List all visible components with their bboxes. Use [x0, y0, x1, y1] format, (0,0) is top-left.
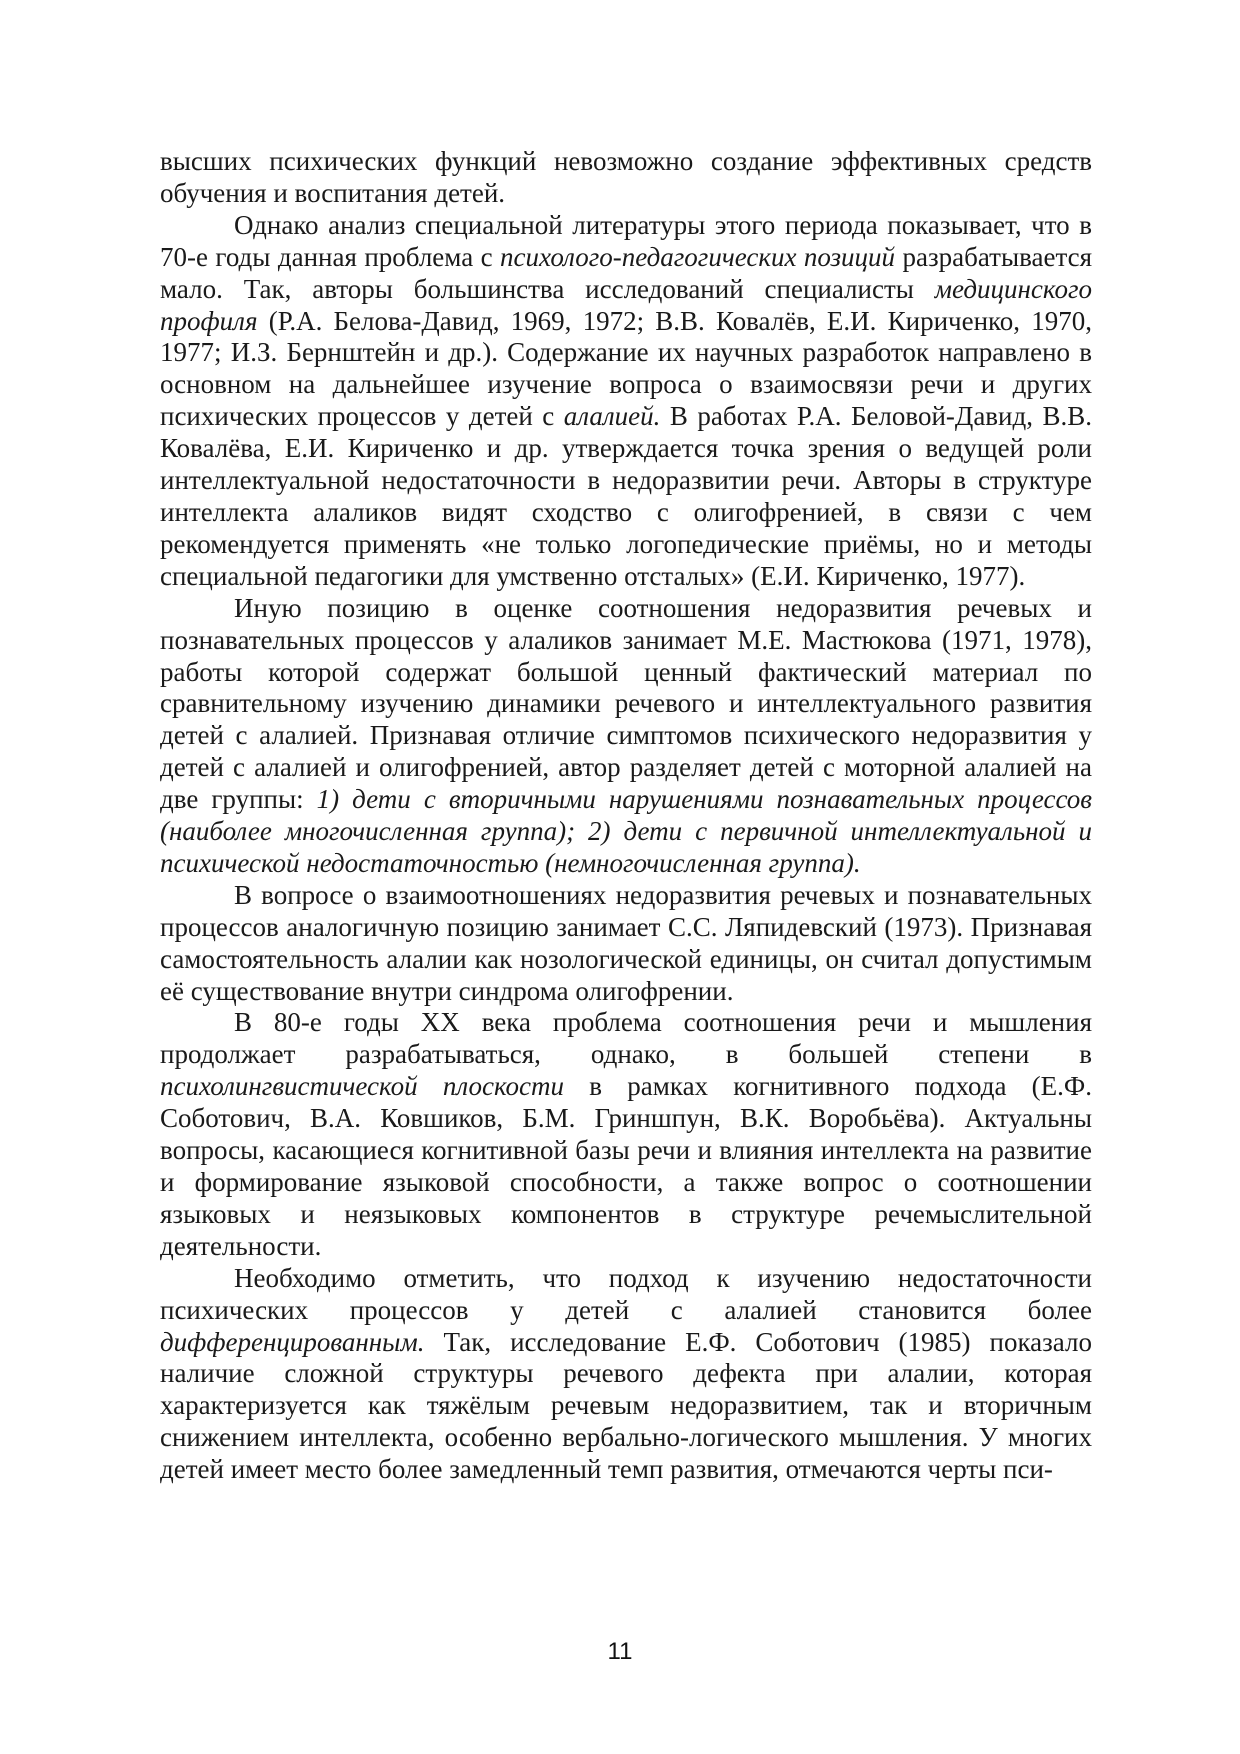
paragraph-segment: В вопросе о взаимоотношениях недоразвития речевых и познавательных процессов аналогичную позицию занимает С.С. Ляпидевский (1973). Признавая самостоятельность алалии как нозологической единицы, он считал допустимым её существование внутри синдрома олигофрении.	[160, 879, 1092, 1006]
paragraph-segment: Необходимо отметить, что подход к изучению недостаточности психических процессов у детей с алалией становится более	[160, 1262, 1092, 1325]
italic-segment: психолингвистической плоскости	[160, 1071, 565, 1102]
paragraph-segment: разрабатывается мало. Так, авторы большинства исследований специалисты	[160, 241, 1092, 304]
paragraph	[160, 1263, 1092, 1486]
paragraph	[160, 593, 1092, 880]
italic-segment: психолого-педагогических позиций	[500, 241, 896, 272]
paragraph-segment: (Р.А. Белова-Давид, 1969, 1972; В.В. Ковалёв, Е.И. Кириченко, 1970, 1977; И.З. Бернштейн и др.). Содержание их научных разработок направлено в основном на дальнейшее изучение вопроса о взаимосвязи речи и других психических процессов у детей с	[160, 305, 1092, 432]
paragraph-segment: в рамках когнитивного подхода (Е.Ф. Соботович, В.А. Ковшиков, Б.М. Гриншпун, В.К. Воробьёва). Актуальны вопросы, касающиеся когнитивной базы речи и влияния интеллекта на развитие и формирование языковой способности, а также вопрос о соотношении языковых и неязыковых компонентов в структуре речемыслительной деятельности.	[160, 1071, 1093, 1261]
paragraph-segment: В 80-е годы XX века проблема соотношения речи и мышления продолжает разрабатываться, однако, в большей степени в	[160, 1007, 1092, 1070]
paragraph-segment: Так, исследование Е.Ф. Соботович (1985) показало наличие сложной структуры речевого дефекта при алалии, которая характеризуется как тяжёлым речевым недоразвитием, так и вторичным снижением интеллекта, особенно вербально-логического мышления. У многих детей имеет место более замедленный темп развития, отмечаются черты пси-	[160, 1326, 1092, 1485]
italic-segment: медицинского профиля	[160, 273, 1092, 336]
body-text	[160, 146, 1092, 1486]
paragraph-segment: Иную позицию в оценке соотношения недоразвития речевых и познавательных процессов у алаликов занимает М.Е. Мастюкова (1971, 1978), работы которой содержат большой ценный фактический материал по сравнительному изучению динамики речевого и интеллектуального развития детей с алалией. Признавая отличие симптомов психического недоразвития у детей с алалией и олигофренией, автор разделяет детей с моторной алалией на две группы:	[160, 592, 1092, 815]
paragraph-continuation	[160, 146, 1092, 210]
italic-segment: алалией.	[563, 401, 661, 432]
italic-segment: 1) дети с вторичными нарушениями познавательных процессов (наиболее многочисленная группа); 2) дети с первичной интеллектуальной и психической недостаточностью (немногочисленная группа).	[160, 784, 1093, 878]
paragraph-segment: Однако анализ специальной литературы этого периода показывает, что в 70-е годы данная проблема с	[160, 209, 1092, 272]
paragraph-segment: высших психических функций невозможно создание эффективных средств обучения и воспитания детей.	[160, 146, 1092, 208]
paragraph-segment: В работах Р.А. Беловой-Давид, В.В. Ковалёва, Е.И. Кириченко и др. утверждается точка зрения о ведущей роли интеллектуальной недостаточности в недоразвитии речи. Авторы в структуре интеллекта алаликов видят сходство с олигофренией, в связи с чем рекомендуется применять «не только логопедические приёмы, но и методы специальной педагогики для умственно отсталых» (Е.И. Кириченко, 1977).	[160, 401, 1093, 591]
italic-segment: дифференцированным.	[160, 1326, 425, 1357]
paragraph	[160, 880, 1092, 1008]
paragraph	[160, 210, 1092, 593]
paragraph	[160, 1007, 1092, 1262]
page-number: 11	[607, 1638, 633, 1665]
